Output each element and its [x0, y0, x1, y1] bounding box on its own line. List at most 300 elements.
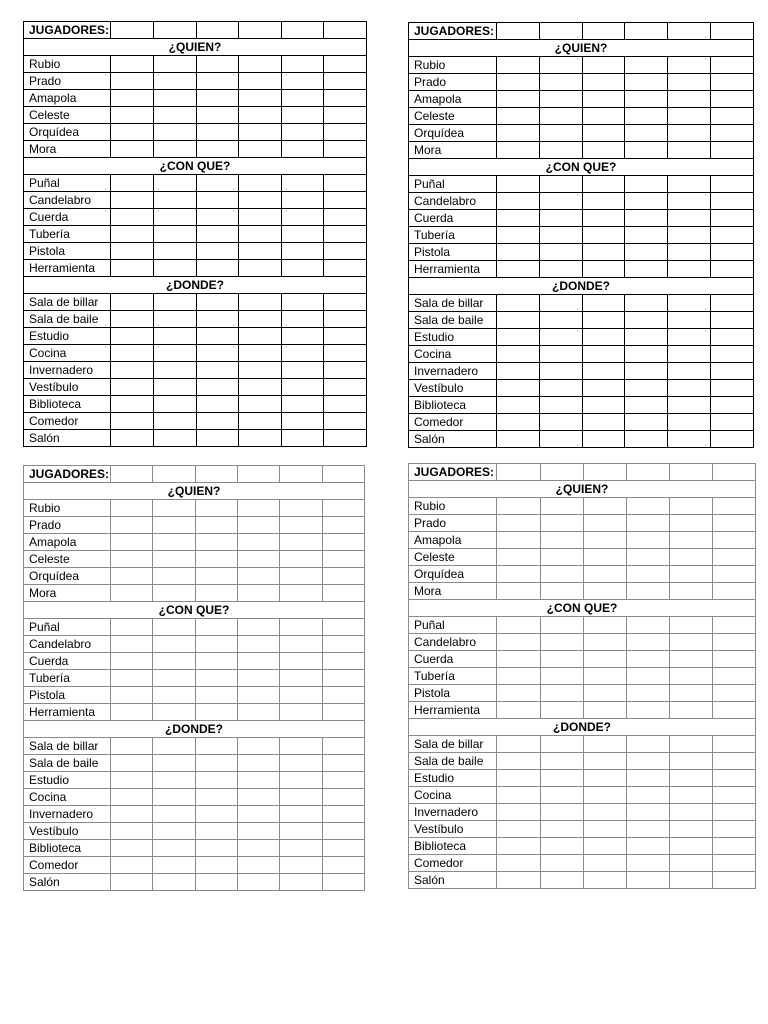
mark-cell[interactable] — [582, 312, 625, 329]
mark-cell[interactable] — [582, 227, 625, 244]
mark-cell[interactable] — [153, 704, 195, 721]
mark-cell[interactable] — [153, 738, 195, 755]
mark-cell[interactable] — [196, 141, 239, 158]
mark-cell[interactable] — [111, 243, 154, 260]
mark-cell[interactable] — [712, 668, 755, 685]
mark-cell[interactable] — [196, 73, 239, 90]
mark-cell[interactable] — [111, 328, 154, 345]
mark-cell[interactable] — [239, 311, 282, 328]
mark-cell[interactable] — [583, 532, 626, 549]
mark-cell[interactable] — [280, 670, 322, 687]
mark-cell[interactable] — [195, 636, 237, 653]
mark-cell[interactable] — [239, 107, 282, 124]
mark-cell[interactable] — [110, 534, 152, 551]
mark-cell[interactable] — [540, 872, 583, 889]
mark-cell[interactable] — [668, 397, 711, 414]
mark-cell[interactable] — [196, 56, 239, 73]
mark-cell[interactable] — [668, 108, 711, 125]
mark-cell[interactable] — [111, 192, 154, 209]
mark-cell[interactable] — [497, 855, 540, 872]
mark-cell[interactable] — [625, 74, 668, 91]
mark-cell[interactable] — [281, 175, 324, 192]
mark-cell[interactable] — [281, 396, 324, 413]
mark-cell[interactable] — [111, 73, 154, 90]
mark-cell[interactable] — [237, 517, 279, 534]
mark-cell[interactable] — [540, 821, 583, 838]
mark-cell[interactable] — [668, 312, 711, 329]
mark-cell[interactable] — [626, 668, 669, 685]
mark-cell[interactable] — [583, 872, 626, 889]
mark-cell[interactable] — [195, 534, 237, 551]
mark-cell[interactable] — [582, 329, 625, 346]
mark-cell[interactable] — [712, 617, 755, 634]
mark-cell[interactable] — [281, 90, 324, 107]
mark-cell[interactable] — [668, 74, 711, 91]
mark-cell[interactable] — [281, 226, 324, 243]
mark-cell[interactable] — [110, 670, 152, 687]
mark-cell[interactable] — [539, 295, 582, 312]
mark-cell[interactable] — [153, 772, 195, 789]
mark-cell[interactable] — [154, 192, 197, 209]
mark-cell[interactable] — [539, 261, 582, 278]
mark-cell[interactable] — [324, 396, 367, 413]
mark-cell[interactable] — [237, 585, 279, 602]
mark-cell[interactable] — [496, 57, 539, 74]
mark-cell[interactable] — [324, 413, 367, 430]
mark-cell[interactable] — [497, 651, 540, 668]
mark-cell[interactable] — [669, 770, 712, 787]
mark-cell[interactable] — [496, 244, 539, 261]
mark-cell[interactable] — [711, 397, 754, 414]
mark-cell[interactable] — [583, 838, 626, 855]
mark-cell[interactable] — [111, 294, 154, 311]
mark-cell[interactable] — [539, 312, 582, 329]
mark-cell[interactable] — [324, 73, 367, 90]
mark-cell[interactable] — [540, 668, 583, 685]
mark-cell[interactable] — [196, 362, 239, 379]
mark-cell[interactable] — [583, 515, 626, 532]
mark-cell[interactable] — [111, 226, 154, 243]
mark-cell[interactable] — [322, 687, 364, 704]
mark-cell[interactable] — [195, 823, 237, 840]
player-name-cell[interactable] — [540, 464, 583, 481]
mark-cell[interactable] — [110, 772, 152, 789]
mark-cell[interactable] — [153, 534, 195, 551]
mark-cell[interactable] — [280, 653, 322, 670]
mark-cell[interactable] — [111, 260, 154, 277]
player-name-cell[interactable] — [153, 466, 195, 483]
mark-cell[interactable] — [324, 243, 367, 260]
mark-cell[interactable] — [154, 260, 197, 277]
mark-cell[interactable] — [111, 379, 154, 396]
mark-cell[interactable] — [153, 687, 195, 704]
mark-cell[interactable] — [540, 634, 583, 651]
mark-cell[interactable] — [324, 107, 367, 124]
mark-cell[interactable] — [539, 193, 582, 210]
player-name-cell[interactable] — [625, 23, 668, 40]
mark-cell[interactable] — [322, 823, 364, 840]
mark-cell[interactable] — [196, 294, 239, 311]
player-name-cell[interactable] — [582, 23, 625, 40]
mark-cell[interactable] — [153, 517, 195, 534]
mark-cell[interactable] — [497, 804, 540, 821]
mark-cell[interactable] — [583, 821, 626, 838]
mark-cell[interactable] — [237, 738, 279, 755]
mark-cell[interactable] — [497, 736, 540, 753]
mark-cell[interactable] — [111, 90, 154, 107]
mark-cell[interactable] — [322, 874, 364, 891]
mark-cell[interactable] — [111, 124, 154, 141]
mark-cell[interactable] — [625, 142, 668, 159]
mark-cell[interactable] — [280, 840, 322, 857]
mark-cell[interactable] — [237, 806, 279, 823]
player-name-cell[interactable] — [237, 466, 279, 483]
mark-cell[interactable] — [668, 380, 711, 397]
mark-cell[interactable] — [237, 653, 279, 670]
mark-cell[interactable] — [237, 551, 279, 568]
mark-cell[interactable] — [111, 141, 154, 158]
mark-cell[interactable] — [324, 141, 367, 158]
mark-cell[interactable] — [154, 124, 197, 141]
mark-cell[interactable] — [153, 789, 195, 806]
mark-cell[interactable] — [111, 345, 154, 362]
mark-cell[interactable] — [583, 549, 626, 566]
mark-cell[interactable] — [540, 702, 583, 719]
mark-cell[interactable] — [281, 243, 324, 260]
mark-cell[interactable] — [239, 73, 282, 90]
mark-cell[interactable] — [583, 804, 626, 821]
mark-cell[interactable] — [625, 329, 668, 346]
mark-cell[interactable] — [540, 566, 583, 583]
mark-cell[interactable] — [626, 651, 669, 668]
mark-cell[interactable] — [110, 806, 152, 823]
mark-cell[interactable] — [497, 838, 540, 855]
mark-cell[interactable] — [195, 687, 237, 704]
mark-cell[interactable] — [111, 430, 154, 447]
mark-cell[interactable] — [668, 193, 711, 210]
mark-cell[interactable] — [582, 346, 625, 363]
mark-cell[interactable] — [280, 738, 322, 755]
mark-cell[interactable] — [497, 821, 540, 838]
mark-cell[interactable] — [582, 91, 625, 108]
mark-cell[interactable] — [583, 770, 626, 787]
mark-cell[interactable] — [626, 736, 669, 753]
mark-cell[interactable] — [110, 636, 152, 653]
mark-cell[interactable] — [324, 379, 367, 396]
mark-cell[interactable] — [154, 209, 197, 226]
mark-cell[interactable] — [237, 789, 279, 806]
mark-cell[interactable] — [322, 840, 364, 857]
mark-cell[interactable] — [153, 840, 195, 857]
mark-cell[interactable] — [583, 634, 626, 651]
mark-cell[interactable] — [154, 345, 197, 362]
mark-cell[interactable] — [110, 585, 152, 602]
mark-cell[interactable] — [110, 653, 152, 670]
mark-cell[interactable] — [497, 872, 540, 889]
mark-cell[interactable] — [540, 838, 583, 855]
mark-cell[interactable] — [496, 380, 539, 397]
player-name-cell[interactable] — [111, 22, 154, 39]
mark-cell[interactable] — [539, 346, 582, 363]
mark-cell[interactable] — [322, 585, 364, 602]
mark-cell[interactable] — [669, 515, 712, 532]
mark-cell[interactable] — [583, 685, 626, 702]
mark-cell[interactable] — [237, 840, 279, 857]
player-name-cell[interactable] — [669, 464, 712, 481]
mark-cell[interactable] — [322, 857, 364, 874]
mark-cell[interactable] — [280, 551, 322, 568]
mark-cell[interactable] — [322, 619, 364, 636]
mark-cell[interactable] — [668, 261, 711, 278]
mark-cell[interactable] — [280, 619, 322, 636]
mark-cell[interactable] — [497, 549, 540, 566]
mark-cell[interactable] — [496, 142, 539, 159]
mark-cell[interactable] — [281, 413, 324, 430]
mark-cell[interactable] — [239, 209, 282, 226]
mark-cell[interactable] — [237, 687, 279, 704]
mark-cell[interactable] — [153, 755, 195, 772]
mark-cell[interactable] — [237, 636, 279, 653]
mark-cell[interactable] — [324, 430, 367, 447]
mark-cell[interactable] — [153, 500, 195, 517]
mark-cell[interactable] — [111, 413, 154, 430]
mark-cell[interactable] — [669, 804, 712, 821]
mark-cell[interactable] — [625, 244, 668, 261]
mark-cell[interactable] — [711, 414, 754, 431]
mark-cell[interactable] — [153, 619, 195, 636]
player-name-cell[interactable] — [668, 23, 711, 40]
mark-cell[interactable] — [712, 549, 755, 566]
mark-cell[interactable] — [539, 125, 582, 142]
mark-cell[interactable] — [626, 634, 669, 651]
mark-cell[interactable] — [712, 702, 755, 719]
mark-cell[interactable] — [669, 498, 712, 515]
mark-cell[interactable] — [237, 874, 279, 891]
mark-cell[interactable] — [539, 329, 582, 346]
mark-cell[interactable] — [195, 704, 237, 721]
mark-cell[interactable] — [110, 874, 152, 891]
mark-cell[interactable] — [239, 175, 282, 192]
mark-cell[interactable] — [668, 363, 711, 380]
mark-cell[interactable] — [324, 362, 367, 379]
mark-cell[interactable] — [196, 328, 239, 345]
mark-cell[interactable] — [711, 210, 754, 227]
mark-cell[interactable] — [496, 261, 539, 278]
mark-cell[interactable] — [281, 345, 324, 362]
mark-cell[interactable] — [625, 363, 668, 380]
mark-cell[interactable] — [110, 568, 152, 585]
mark-cell[interactable] — [626, 617, 669, 634]
mark-cell[interactable] — [153, 551, 195, 568]
mark-cell[interactable] — [540, 651, 583, 668]
mark-cell[interactable] — [281, 379, 324, 396]
mark-cell[interactable] — [239, 243, 282, 260]
mark-cell[interactable] — [324, 311, 367, 328]
mark-cell[interactable] — [281, 141, 324, 158]
mark-cell[interactable] — [626, 838, 669, 855]
mark-cell[interactable] — [583, 736, 626, 753]
mark-cell[interactable] — [195, 738, 237, 755]
mark-cell[interactable] — [324, 56, 367, 73]
mark-cell[interactable] — [712, 753, 755, 770]
mark-cell[interactable] — [497, 787, 540, 804]
mark-cell[interactable] — [625, 57, 668, 74]
mark-cell[interactable] — [626, 753, 669, 770]
player-name-cell[interactable] — [583, 464, 626, 481]
mark-cell[interactable] — [153, 874, 195, 891]
mark-cell[interactable] — [582, 244, 625, 261]
mark-cell[interactable] — [154, 430, 197, 447]
mark-cell[interactable] — [154, 311, 197, 328]
mark-cell[interactable] — [583, 753, 626, 770]
mark-cell[interactable] — [280, 568, 322, 585]
mark-cell[interactable] — [712, 583, 755, 600]
mark-cell[interactable] — [496, 74, 539, 91]
mark-cell[interactable] — [711, 380, 754, 397]
mark-cell[interactable] — [281, 328, 324, 345]
mark-cell[interactable] — [281, 362, 324, 379]
mark-cell[interactable] — [196, 90, 239, 107]
mark-cell[interactable] — [153, 636, 195, 653]
mark-cell[interactable] — [625, 431, 668, 448]
mark-cell[interactable] — [196, 226, 239, 243]
mark-cell[interactable] — [239, 90, 282, 107]
mark-cell[interactable] — [196, 345, 239, 362]
mark-cell[interactable] — [669, 753, 712, 770]
mark-cell[interactable] — [324, 209, 367, 226]
mark-cell[interactable] — [711, 108, 754, 125]
mark-cell[interactable] — [154, 243, 197, 260]
mark-cell[interactable] — [582, 108, 625, 125]
mark-cell[interactable] — [324, 192, 367, 209]
mark-cell[interactable] — [626, 532, 669, 549]
mark-cell[interactable] — [322, 534, 364, 551]
mark-cell[interactable] — [153, 653, 195, 670]
mark-cell[interactable] — [322, 738, 364, 755]
mark-cell[interactable] — [711, 125, 754, 142]
player-name-cell[interactable] — [626, 464, 669, 481]
mark-cell[interactable] — [110, 619, 152, 636]
mark-cell[interactable] — [195, 755, 237, 772]
mark-cell[interactable] — [153, 823, 195, 840]
mark-cell[interactable] — [712, 566, 755, 583]
mark-cell[interactable] — [110, 738, 152, 755]
player-name-cell[interactable] — [324, 22, 367, 39]
mark-cell[interactable] — [496, 295, 539, 312]
mark-cell[interactable] — [154, 226, 197, 243]
mark-cell[interactable] — [583, 787, 626, 804]
mark-cell[interactable] — [239, 56, 282, 73]
mark-cell[interactable] — [669, 583, 712, 600]
mark-cell[interactable] — [239, 362, 282, 379]
mark-cell[interactable] — [237, 704, 279, 721]
mark-cell[interactable] — [322, 551, 364, 568]
mark-cell[interactable] — [668, 346, 711, 363]
mark-cell[interactable] — [497, 685, 540, 702]
mark-cell[interactable] — [712, 532, 755, 549]
player-name-cell[interactable] — [712, 464, 755, 481]
mark-cell[interactable] — [626, 685, 669, 702]
mark-cell[interactable] — [324, 90, 367, 107]
mark-cell[interactable] — [626, 787, 669, 804]
mark-cell[interactable] — [195, 551, 237, 568]
mark-cell[interactable] — [196, 243, 239, 260]
mark-cell[interactable] — [281, 430, 324, 447]
mark-cell[interactable] — [711, 74, 754, 91]
mark-cell[interactable] — [280, 534, 322, 551]
mark-cell[interactable] — [626, 821, 669, 838]
player-name-cell[interactable] — [239, 22, 282, 39]
mark-cell[interactable] — [539, 142, 582, 159]
mark-cell[interactable] — [711, 244, 754, 261]
mark-cell[interactable] — [539, 431, 582, 448]
mark-cell[interactable] — [496, 176, 539, 193]
mark-cell[interactable] — [582, 431, 625, 448]
mark-cell[interactable] — [281, 124, 324, 141]
mark-cell[interactable] — [497, 668, 540, 685]
mark-cell[interactable] — [154, 328, 197, 345]
mark-cell[interactable] — [668, 125, 711, 142]
mark-cell[interactable] — [195, 772, 237, 789]
mark-cell[interactable] — [322, 517, 364, 534]
mark-cell[interactable] — [669, 821, 712, 838]
player-name-cell[interactable] — [154, 22, 197, 39]
mark-cell[interactable] — [711, 312, 754, 329]
mark-cell[interactable] — [324, 328, 367, 345]
mark-cell[interactable] — [196, 124, 239, 141]
mark-cell[interactable] — [154, 107, 197, 124]
mark-cell[interactable] — [496, 125, 539, 142]
mark-cell[interactable] — [110, 823, 152, 840]
mark-cell[interactable] — [496, 91, 539, 108]
mark-cell[interactable] — [669, 634, 712, 651]
mark-cell[interactable] — [669, 617, 712, 634]
mark-cell[interactable] — [669, 651, 712, 668]
mark-cell[interactable] — [625, 397, 668, 414]
mark-cell[interactable] — [196, 413, 239, 430]
mark-cell[interactable] — [712, 838, 755, 855]
mark-cell[interactable] — [239, 345, 282, 362]
mark-cell[interactable] — [582, 380, 625, 397]
mark-cell[interactable] — [540, 498, 583, 515]
mark-cell[interactable] — [668, 244, 711, 261]
player-name-cell[interactable] — [539, 23, 582, 40]
mark-cell[interactable] — [237, 670, 279, 687]
mark-cell[interactable] — [496, 363, 539, 380]
mark-cell[interactable] — [711, 261, 754, 278]
mark-cell[interactable] — [496, 329, 539, 346]
mark-cell[interactable] — [625, 414, 668, 431]
mark-cell[interactable] — [324, 175, 367, 192]
mark-cell[interactable] — [583, 651, 626, 668]
mark-cell[interactable] — [239, 226, 282, 243]
mark-cell[interactable] — [497, 532, 540, 549]
mark-cell[interactable] — [539, 363, 582, 380]
mark-cell[interactable] — [626, 872, 669, 889]
mark-cell[interactable] — [626, 566, 669, 583]
mark-cell[interactable] — [237, 857, 279, 874]
mark-cell[interactable] — [668, 91, 711, 108]
mark-cell[interactable] — [582, 210, 625, 227]
mark-cell[interactable] — [154, 90, 197, 107]
mark-cell[interactable] — [239, 413, 282, 430]
mark-cell[interactable] — [110, 840, 152, 857]
mark-cell[interactable] — [195, 789, 237, 806]
mark-cell[interactable] — [281, 260, 324, 277]
mark-cell[interactable] — [154, 56, 197, 73]
mark-cell[interactable] — [540, 583, 583, 600]
mark-cell[interactable] — [712, 685, 755, 702]
